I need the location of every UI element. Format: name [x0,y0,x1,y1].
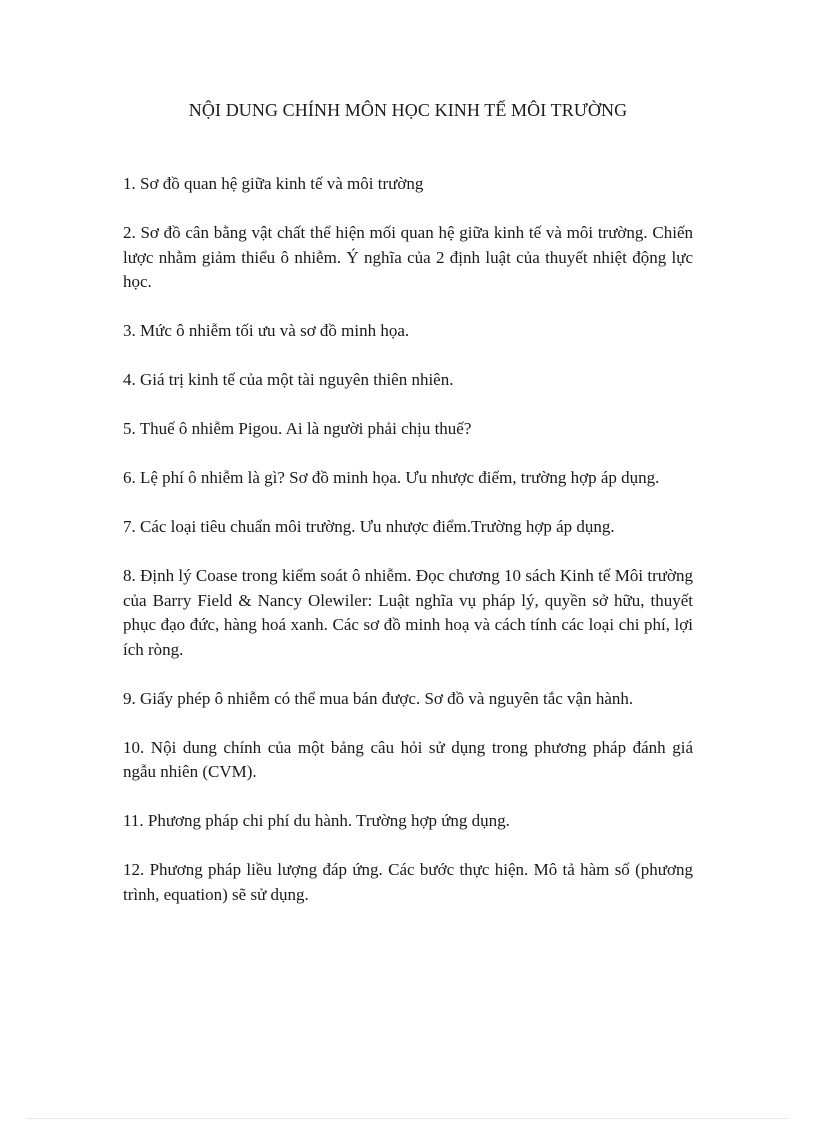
list-item: 5. Thuế ô nhiễm Pigou. Ai là người phải chịu thuế? [123,419,472,438]
list-item: 11. Phương pháp chi phí du hành. Trường hợp ứng dụng. [123,811,510,830]
list-item: 8. Định lý Coase trong kiểm soát ô nhiễm. Đọc chương 10 sách Kinh tế Môi trường của Barry Field & Nancy Olewiler: Luật nghĩa vụ pháp lý, quyền sở hữu, thuyết phục đạo đức, hàng hoá xanh. Các sơ đồ minh hoạ và cách tính các loại chi phí, lợi ích ròng. [123,566,693,659]
list-item: 2. Sơ đồ cân bằng vật chất thể hiện mối quan hệ giữa kinh tế và môi trường. Chiến lược nhằm giảm thiểu ô nhiễm. Ý nghĩa của 2 định luật của thuyết nhiệt động lực học. [123,223,693,291]
content-list [123,172,693,932]
list-item: 12. Phương pháp liều lượng đáp ứng. Các bước thực hiện. Mô tả hàm số (phương trình, equation) sẽ sử dụng. [123,860,693,904]
list-item: 4. Giá trị kinh tế của một tài nguyên thiên nhiên. [123,370,454,389]
list-item: 9. Giấy phép ô nhiễm có thể mua bán được. Sơ đồ và nguyên tắc vận hành. [123,688,634,708]
list-item: 7. Các loại tiêu chuẩn môi trường. Ưu nhược điểm.Trường hợp áp dụng. [123,517,615,536]
list-item: 3. Mức ô nhiễm tối ưu và sơ đồ minh họa. [123,321,410,340]
page-bottom-divider [28,1118,788,1119]
list-item: 1. Sơ đồ quan hệ giữa kinh tế và môi trường [123,174,424,193]
list-item: 6. Lệ phí ô nhiễm là gì? Sơ đồ minh họa. Ưu nhược điểm, trường hợp áp dụng. [123,468,660,487]
page-title: NỘI DUNG CHÍNH MÔN HỌC KINH TẾ MÔI TRƯỜNG [188,100,628,120]
list-item: 10. Nội dung chính của một bảng câu hỏi sử dụng trong phương pháp đánh giá ngẫu nhiên (CVM). [123,737,693,781]
